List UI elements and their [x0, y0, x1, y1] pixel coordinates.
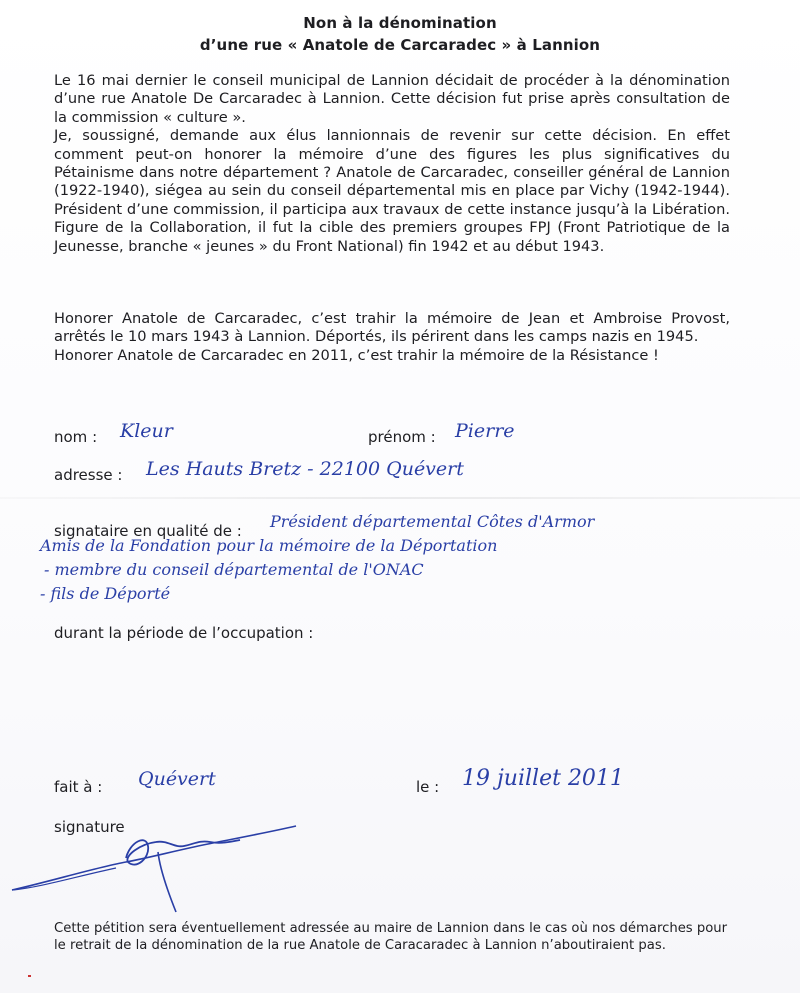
periode-label: durant la période de l’occupation : — [54, 624, 314, 642]
fait-label: fait à : — [54, 778, 103, 796]
signataire-label: signataire en qualité de : — [54, 522, 242, 540]
nom-label: nom : — [54, 428, 98, 446]
petition-footer-note: Cette pétition sera éventuellement adressée au maire de Lannion dans le cas où nos démarches pour le retrait de la dénomination de la rue Anatole de Caracaradec à Lannion n’aboutiraient pas. — [54, 921, 728, 953]
adresse-handwritten: Les Hauts Bretz - 22100 Quévert — [146, 458, 464, 480]
paragraph-intro: Le 16 mai dernier le conseil municipal de Lannion décidait de procéder à la dénomination d’une rue Anatole De Carcaradec à Lannion. Cette décision fut prise après consultation de la commission « culture ». Je, soussigné, demande aux élus lannionnais de revenir sur cette décision. En effet comment peut-on honorer la mémoire d’une des figures les plus significatives du Pétainisme dans notre département ? Anatole de Carcaradec, conseiller général de Lannion (1922-1940), siégea au sein du conseil départemental mis en place par Vichy (1942-1944). Président d’une commission, il participa aux travaux de cette instance jusqu’à la Libération. Figure de la Collaboration, il fut la cible des premiers groupes FPJ (Front Patriotique de la Jeunesse, branche « jeunes » du Front National) fin 1942 et au début 1943. — [54, 72, 730, 255]
date-handwritten: 19 juillet 2011 — [462, 766, 624, 791]
fait-handwritten: Quévert — [138, 768, 216, 790]
signataire-handwritten-line-2: Amis de la Fondation pour la mémoire de la Déportation — [40, 536, 498, 555]
document-title-line-1: Non à la dénomination — [303, 14, 497, 32]
ink-speck — [28, 975, 31, 977]
signataire-handwritten-line-1: Président départemental Côtes d'Armor — [270, 512, 595, 531]
nom-handwritten: Kleur — [120, 420, 173, 442]
paragraph-resistance: Honorer Anatole de Carcaradec, c’est trahir la mémoire de Jean et Ambroise Provost, arrêtés le 10 mars 1943 à Lannion. Déportés, ils périrent dans les camps nazis en 1945. Honorer Anatole de Carcaradec en 2011, c’est trahir la mémoire de la Résistance ! — [54, 310, 730, 364]
date-label: le : — [416, 778, 440, 796]
prenom-handwritten: Pierre — [455, 420, 515, 442]
document-title-line-2: d’une rue « Anatole de Carcaradec » à Lannion — [199, 36, 601, 54]
signataire-handwritten-line-3: - membre du conseil départemental de l'ONAC — [44, 560, 424, 579]
handwritten-signature — [8, 812, 308, 917]
paper-fold-line — [0, 497, 800, 499]
signature-label: signature — [54, 818, 125, 836]
signataire-handwritten-line-4: - fils de Déporté — [40, 584, 171, 603]
prenom-label: prénom : — [368, 428, 436, 446]
adresse-label: adresse : — [54, 466, 123, 484]
